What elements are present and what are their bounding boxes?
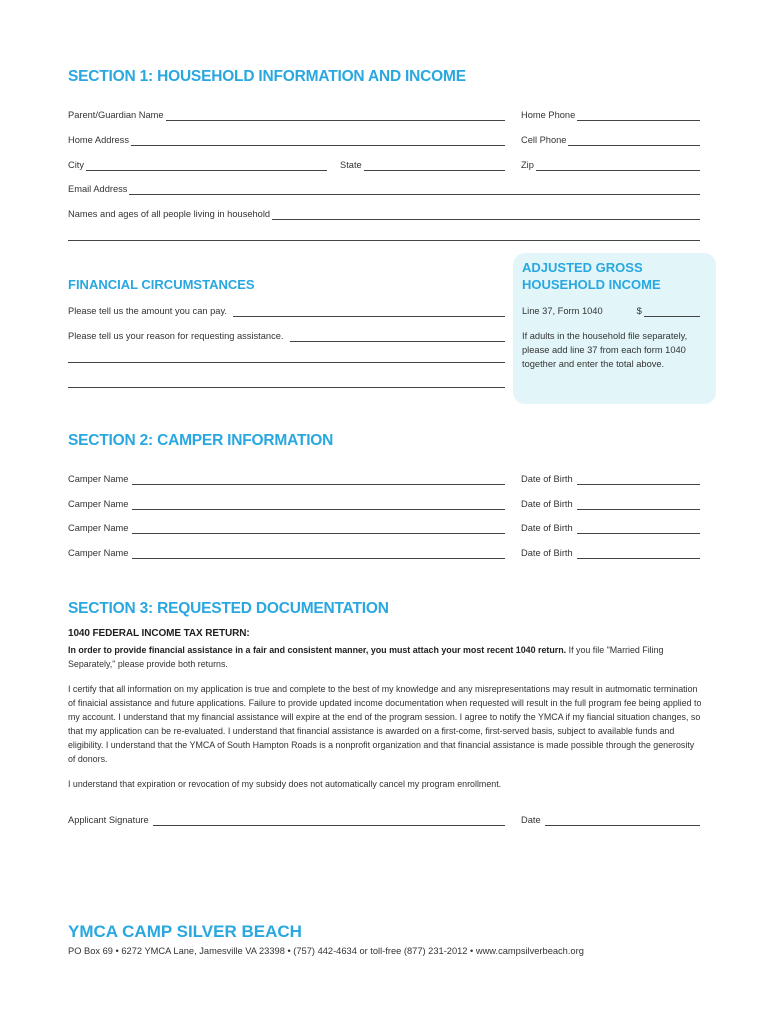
camper-name-field-4[interactable] [68, 545, 505, 559]
zip-input[interactable] [536, 160, 700, 171]
email-input[interactable] [129, 184, 700, 195]
agi-amount-input[interactable] [644, 306, 700, 317]
city-label: City [68, 160, 85, 170]
dob-label: Date of Birth [521, 474, 573, 484]
home-phone-input[interactable] [577, 110, 700, 121]
email-label: Email Address [68, 184, 128, 194]
camper-name-input[interactable] [132, 548, 505, 559]
amount-field[interactable] [68, 303, 505, 317]
dob-field-1[interactable] [521, 471, 700, 485]
dob-label: Date of Birth [521, 548, 573, 558]
line37-field[interactable] [522, 303, 700, 317]
parent-name-label: Parent/Guardian Name [68, 110, 164, 120]
documentation-intro-bold: In order to provide financial assistance in a fair and consistent manner, you must attach your most recent 1040 return. [68, 645, 567, 655]
email-field[interactable] [68, 181, 700, 195]
home-address-input[interactable] [131, 135, 505, 146]
household-label: Names and ages of all people living in household [68, 209, 271, 219]
financial-title: FINANCIAL CIRCUMSTANCES [68, 277, 255, 292]
line37-label: Line 37, Form 1040 [522, 306, 603, 316]
camper-name-field-1[interactable] [68, 471, 505, 485]
dob-field-2[interactable] [521, 496, 700, 510]
agi-title-line2: HOUSEHOLD INCOME [522, 277, 661, 292]
camper-name-field-3[interactable] [68, 520, 505, 534]
reason-input-line-2[interactable] [68, 362, 505, 363]
footer-address: PO Box 69 • 6272 YMCA Lane, Jamesville VA 23398 • (757) 442-4634 or toll-free (877) 231-2012 • www.campsilverbeach.org [68, 946, 584, 956]
city-input[interactable] [86, 160, 327, 171]
date-input[interactable] [545, 815, 700, 826]
dob-input[interactable] [577, 499, 700, 510]
documentation-intro [68, 643, 704, 671]
camper-name-input[interactable] [132, 523, 505, 534]
camper-name-label: Camper Name [68, 499, 129, 509]
agi-title-line1: ADJUSTED GROSS [522, 260, 643, 275]
tax-return-heading: 1040 FEDERAL INCOME TAX RETURN: [68, 628, 250, 639]
date-label: Date [521, 815, 541, 825]
amount-label: Please tell us the amount you can pay. [68, 306, 228, 316]
cell-phone-input[interactable] [568, 135, 700, 146]
home-address-field[interactable] [68, 132, 505, 146]
signature-input[interactable] [153, 815, 505, 826]
date-field[interactable] [521, 812, 700, 826]
dob-input[interactable] [577, 474, 700, 485]
parent-name-input[interactable] [166, 110, 505, 121]
reason-label: Please tell us your reason for requesting assistance. [68, 331, 284, 341]
amount-input[interactable] [233, 306, 505, 317]
signature-field[interactable] [68, 812, 505, 826]
state-label: State [340, 160, 362, 170]
state-field[interactable] [340, 157, 505, 171]
signature-label: Applicant Signature [68, 815, 149, 825]
camper-name-input[interactable] [132, 499, 505, 510]
dob-label: Date of Birth [521, 499, 573, 509]
camper-name-field-2[interactable] [68, 496, 505, 510]
dob-label: Date of Birth [521, 523, 573, 533]
reason-field[interactable] [68, 328, 505, 342]
footer-title: YMCA CAMP SILVER BEACH [68, 922, 302, 941]
camper-name-label: Camper Name [68, 548, 129, 558]
dollar-sign: $ [636, 306, 642, 316]
reason-input-line-3[interactable] [68, 387, 505, 388]
camper-name-label: Camper Name [68, 523, 129, 533]
section3-title: SECTION 3: REQUESTED DOCUMENTATION [68, 600, 389, 617]
zip-field[interactable] [521, 157, 700, 171]
dob-field-4[interactable] [521, 545, 700, 559]
dob-input[interactable] [577, 523, 700, 534]
agi-title [522, 259, 661, 293]
household-input-line-2[interactable] [68, 240, 700, 241]
home-phone-label: Home Phone [521, 110, 576, 120]
certification-text: I certify that all information on my application is true and complete to the best of my knowledge and any misrepresentations may result in autmomatic termination of finaicial assistance and future applications. Failure to provide updated income documentation when requested will result in the full program fee being applied to my account. I understand that my financial assistance will expire at the end of the program session. I agree to notify the YMCA if my fiancial situation changes, so that my application can be re-evaluated. I understand that financial assistance is awarded on a first-come, first-served basis, subject to available funds and eligibility. I understand that the YMCA of South Hampton Roads is a nonprofit organization and that financial assistance is made possible through the generosity of donors. [68, 684, 702, 764]
expiration-text: I understand that expiration or revocation of my subsidy does not automatically cancel my program enrollment. [68, 779, 502, 789]
camper-name-input[interactable] [132, 474, 505, 485]
home-address-label: Home Address [68, 135, 129, 145]
cell-phone-label: Cell Phone [521, 135, 567, 145]
section1-title: SECTION 1: HOUSEHOLD INFORMATION AND INCOME [68, 68, 466, 85]
home-phone-field[interactable] [521, 107, 700, 121]
camper-name-label: Camper Name [68, 474, 129, 484]
zip-label: Zip [521, 160, 534, 170]
agi-note: If adults in the household file separately, please add line 37 from each form 1040 together and enter the total above. [522, 331, 688, 369]
documentation-intro-rest: If you file "Married Filing Separately," please provide both returns. [68, 645, 664, 669]
dob-field-3[interactable] [521, 520, 700, 534]
parent-name-field[interactable] [68, 107, 505, 121]
section2-title: SECTION 2: CAMPER INFORMATION [68, 432, 334, 449]
city-field[interactable] [68, 157, 327, 171]
reason-input[interactable] [290, 331, 506, 342]
state-input[interactable] [364, 160, 505, 171]
household-field[interactable] [68, 206, 700, 220]
cell-phone-field[interactable] [521, 132, 700, 146]
household-input[interactable] [272, 209, 700, 220]
dob-input[interactable] [577, 548, 700, 559]
